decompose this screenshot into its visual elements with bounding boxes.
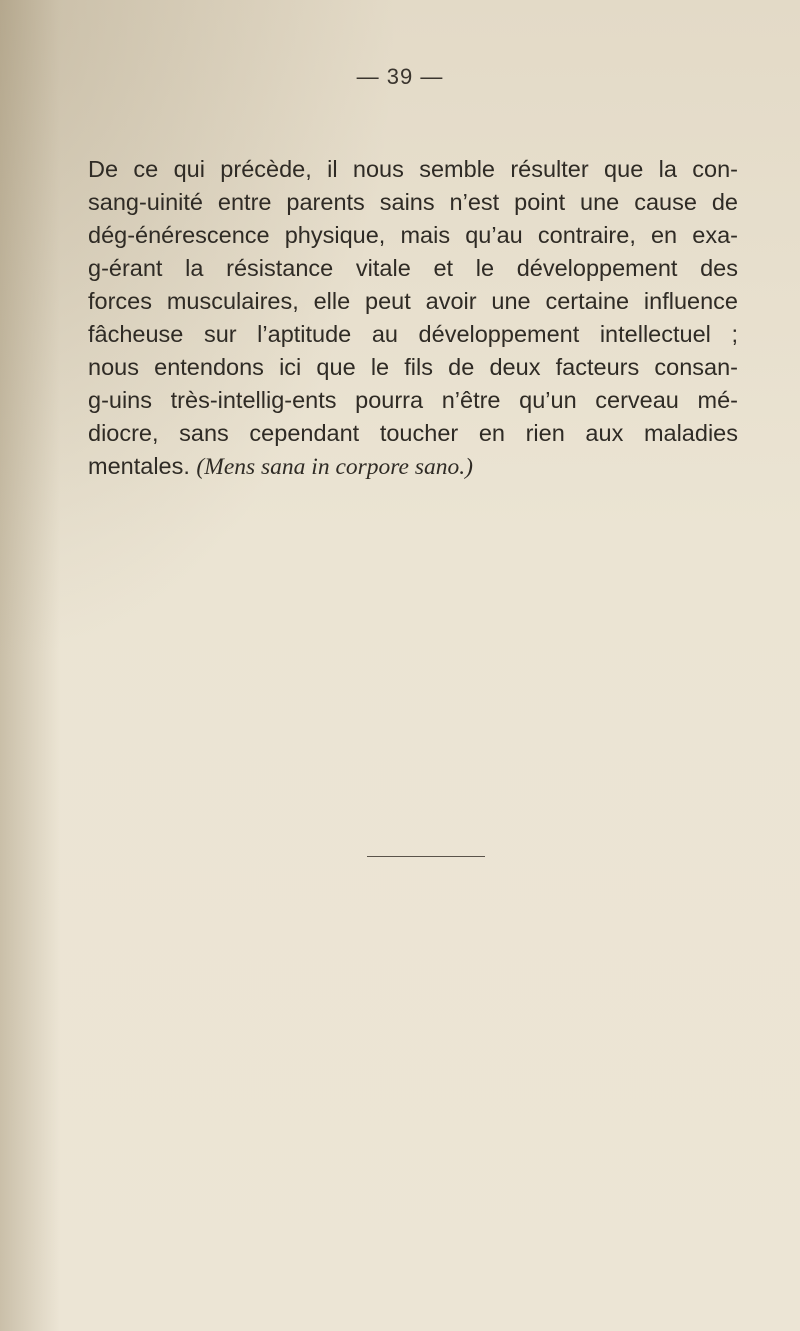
text-line: sang-uinité entre parents sains n’est point une cause de: [88, 189, 738, 215]
text-line: g-érant la résistance vitale et le développement des: [88, 255, 738, 281]
text-line: De ce qui précède, il nous semble résulter que la con-: [88, 156, 738, 182]
end-rule: [367, 856, 485, 857]
page-number: — 39 —: [356, 64, 444, 89]
text-line: forces musculaires, elle peut avoir une certaine influence: [88, 288, 738, 314]
body-paragraph: [88, 153, 738, 484]
text-line: fâcheuse sur l’aptitude au développement intellectuel ;: [88, 321, 738, 347]
text-line: diocre, sans cependant toucher en rien aux maladies: [88, 420, 738, 446]
text-line: nous entendons ici que le fils de deux facteurs consan-: [88, 354, 738, 380]
text-line-last: [88, 450, 738, 484]
text-line-lead: mentales.: [88, 453, 197, 479]
latin-quotation: (Mens sana in corpore sano.): [196, 454, 473, 480]
text-line: g-uins très-intellig-ents pourra n’être qu’un cerveau mé-: [88, 387, 738, 413]
text-line: dég-énérescence physique, mais qu’au contraire, en exa-: [88, 222, 738, 248]
